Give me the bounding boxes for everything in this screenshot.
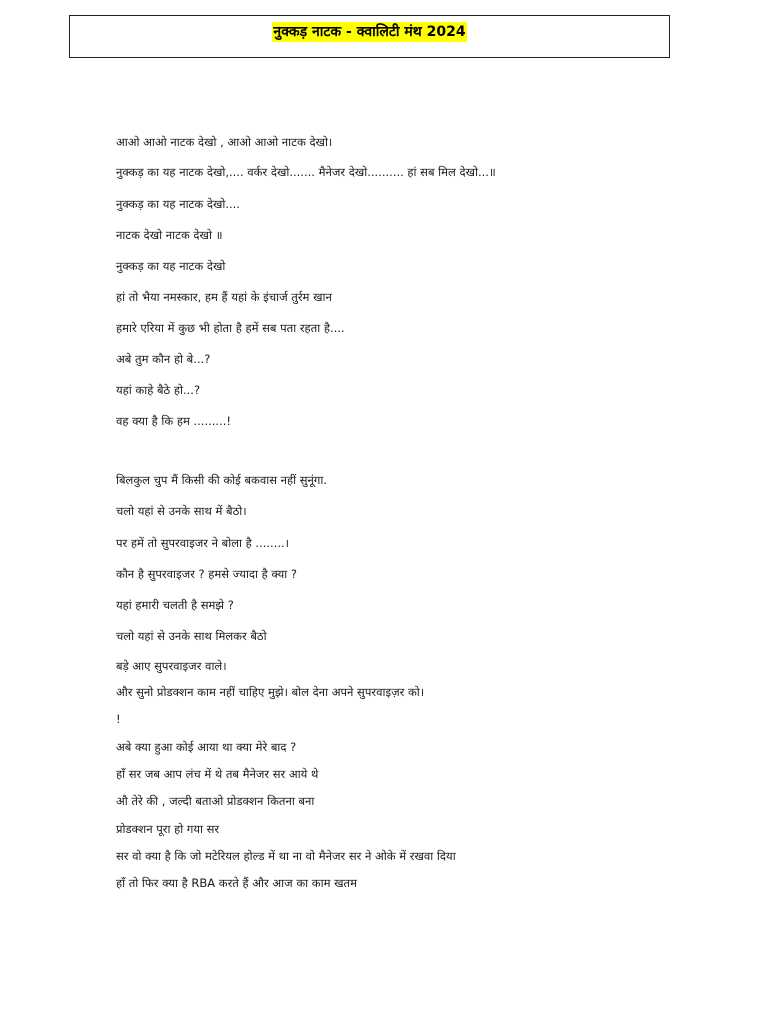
script-line: हाँ तो फिर क्या है RBA करते हैं और आज का काम खतम <box>116 876 357 890</box>
script-line: चलो यहां से उनके साथ मिलकर बैठो <box>116 629 267 643</box>
script-line: और सुनो प्रोडक्शन काम नहीं चाहिए मुझे। बोल देना अपने सुपरवाइज़र को। <box>116 685 425 699</box>
script-line: नुक्कड़ का यह नाटक देखो <box>116 259 226 273</box>
script-line: यहां हमारी चलती है समझे ? <box>116 598 234 612</box>
script-line: औ तेरे की , जल्दी बताओ प्रोडक्शन कितना बना <box>116 794 315 808</box>
script-line: आओ आओ नाटक देखो , आओ आओ नाटक देखो। <box>116 135 333 149</box>
script-line: हाँ सर जब आप लंच में थे तब मैनेजर सर आये थे <box>116 767 319 781</box>
script-line: हां तो भैया नमस्कार, हम हैं यहां के इंचार्ज तुर्रम खान <box>116 290 332 304</box>
script-line: कौन है सुपरवाइजर ? हमसे ज्यादा है क्या ? <box>116 567 297 581</box>
script-line: पर हमें तो सुपरवाइजर ने बोला है ........। <box>116 536 290 550</box>
script-line: यहां काहे बैठे हो...? <box>116 383 201 397</box>
document-title: नुक्कड़ नाटक - क्वालिटी मंथ 2024 <box>273 24 466 40</box>
script-line: नाटक देखो नाटक देखो ॥ <box>116 228 223 242</box>
script-line: अबे क्या हुआ कोई आया था क्या मेरे बाद ? <box>116 740 297 754</box>
script-line: अबे तुम कौन हो बे...? <box>116 352 211 366</box>
script-line: नुक्कड़ का यह नाटक देखो.... <box>116 197 240 211</box>
script-line: चलो यहां से उनके साथ में बैठो। <box>116 504 247 518</box>
script-line: सर वो क्या है कि जो मटेरियल होल्ड में था ना वो मैनेजर सर ने ओके में रखवा दिया <box>116 849 456 863</box>
script-line: बड़े आए सुपरवाइजर वाले। <box>116 659 227 673</box>
script-line: ! <box>116 712 121 726</box>
script-line: वह क्या है कि हम .........! <box>116 414 231 428</box>
script-line: नुक्कड़ का यह नाटक देखो,.... वर्कर देखो....... मैनेजर देखो.......... हां सब मिल देखो...॥ <box>116 165 496 179</box>
script-line: प्रोडक्शन पूरा हो गया सर <box>116 822 220 836</box>
script-line: बिलकुल चुप मैं किसी की कोई बकवास नहीं सुनूंगा. <box>116 473 328 487</box>
script-line: हमारे एरिया में कुछ भी होता है हमें सब पता रहता है.... <box>116 321 345 335</box>
